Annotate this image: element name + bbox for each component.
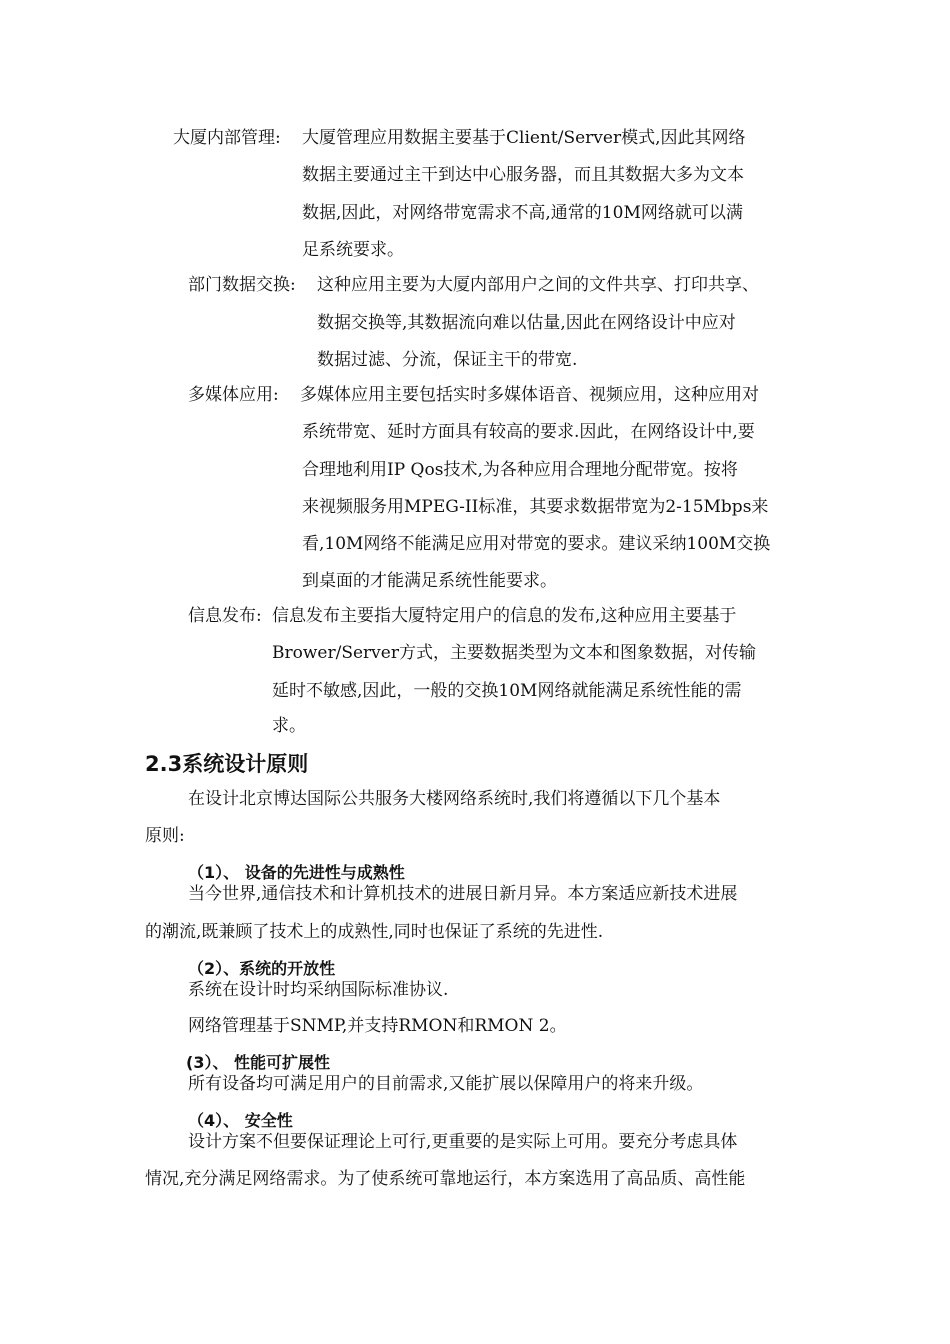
principle-heading-openness: （2）、系统的开放性 <box>188 959 336 978</box>
section-heading: 2.3系统设计原则 <box>145 752 309 776</box>
principle-text-line: 系统在设计时均采纳国际标准协议. <box>188 980 449 1000</box>
usage-text-line: 数据主要通过主干到达中心服务器，而且其数据大多为文本 <box>302 165 744 185</box>
principle-text-line: 当今世界,通信技术和计算机技术的进展日新月异。本方案适应新技术进展 <box>188 884 738 904</box>
usage-term-info-publishing: 信息发布: <box>188 606 262 626</box>
principle-text-line: 网络管理基于SNMP,并支持RMON和RMON 2。 <box>188 1016 567 1036</box>
usage-text-line: 合理地利用IP Qos技术,为各种应用合理地分配带宽。按将 <box>302 460 738 480</box>
usage-text-line: 数据交换等,其数据流向难以估量,因此在网络设计中应对 <box>317 313 736 333</box>
usage-term-department-data-exchange: 部门数据交换: <box>188 275 296 295</box>
usage-text-line: 到桌面的才能满足系统性能要求。 <box>302 571 557 591</box>
principle-text-line: 的潮流,既兼顾了技术上的成熟性,同时也保证了系统的先进性. <box>145 922 604 942</box>
usage-text-line: 多媒体应用主要包括实时多媒体语音、视频应用，这种应用对 <box>300 385 759 405</box>
principle-text-line: 所有设备均可满足用户的目前需求,又能扩展以保障用户的将来升级。 <box>188 1074 704 1094</box>
usage-term-building-management: 大厦内部管理: <box>173 128 281 148</box>
usage-text-line: 延时不敏感,因此，一般的交换10M网络就能满足系统性能的需 <box>272 681 742 701</box>
usage-term-multimedia: 多媒体应用: <box>188 385 279 405</box>
principle-heading-security: （4）、 安全性 <box>188 1111 293 1130</box>
usage-text-line: 求。 <box>272 716 306 736</box>
usage-text-line: 信息发布主要指大厦特定用户的信息的发布,这种应用主要基于 <box>272 606 737 626</box>
section-intro-line: 原则: <box>145 826 185 846</box>
usage-text-line: 大厦管理应用数据主要基于Client/Server模式,因此其网络 <box>302 128 746 148</box>
usage-text-line: 看,10M网络不能满足应用对带宽的要求。建议采纳100M交换 <box>302 534 771 554</box>
principle-text-line: 设计方案不但要保证理论上可行,更重要的是实际上可用。要充分考虑具体 <box>188 1132 738 1152</box>
usage-text-line: 数据过滤、分流，保证主干的带宽. <box>317 350 578 370</box>
usage-text-line: 足系统要求。 <box>302 240 404 260</box>
principle-heading-scalability: (3）、 性能可扩展性 <box>186 1053 331 1072</box>
section-intro-line: 在设计北京博达国际公共服务大楼网络系统时,我们将遵循以下几个基本 <box>188 789 721 809</box>
usage-text-line: 数据,因此，对网络带宽需求不高,通常的10M网络就可以满 <box>302 203 743 223</box>
principle-heading-advanced-mature: （1）、 设备的先进性与成熟性 <box>188 863 405 882</box>
usage-text-line: Brower/Server方式，主要数据类型为文本和图象数据，对传输 <box>272 643 756 663</box>
usage-text-line: 来视频服务用MPEG-II标准，其要求数据带宽为2-15Mbps来 <box>302 497 769 517</box>
usage-text-line: 这种应用主要为大厦内部用户之间的文件共享、打印共享、 <box>317 275 759 295</box>
principle-text-line: 情况,充分满足网络需求。为了使系统可靠地运行，本方案选用了高品质、高性能 <box>145 1169 746 1189</box>
usage-text-line: 系统带宽、延时方面具有较高的要求.因此，在网络设计中,要 <box>302 422 755 442</box>
